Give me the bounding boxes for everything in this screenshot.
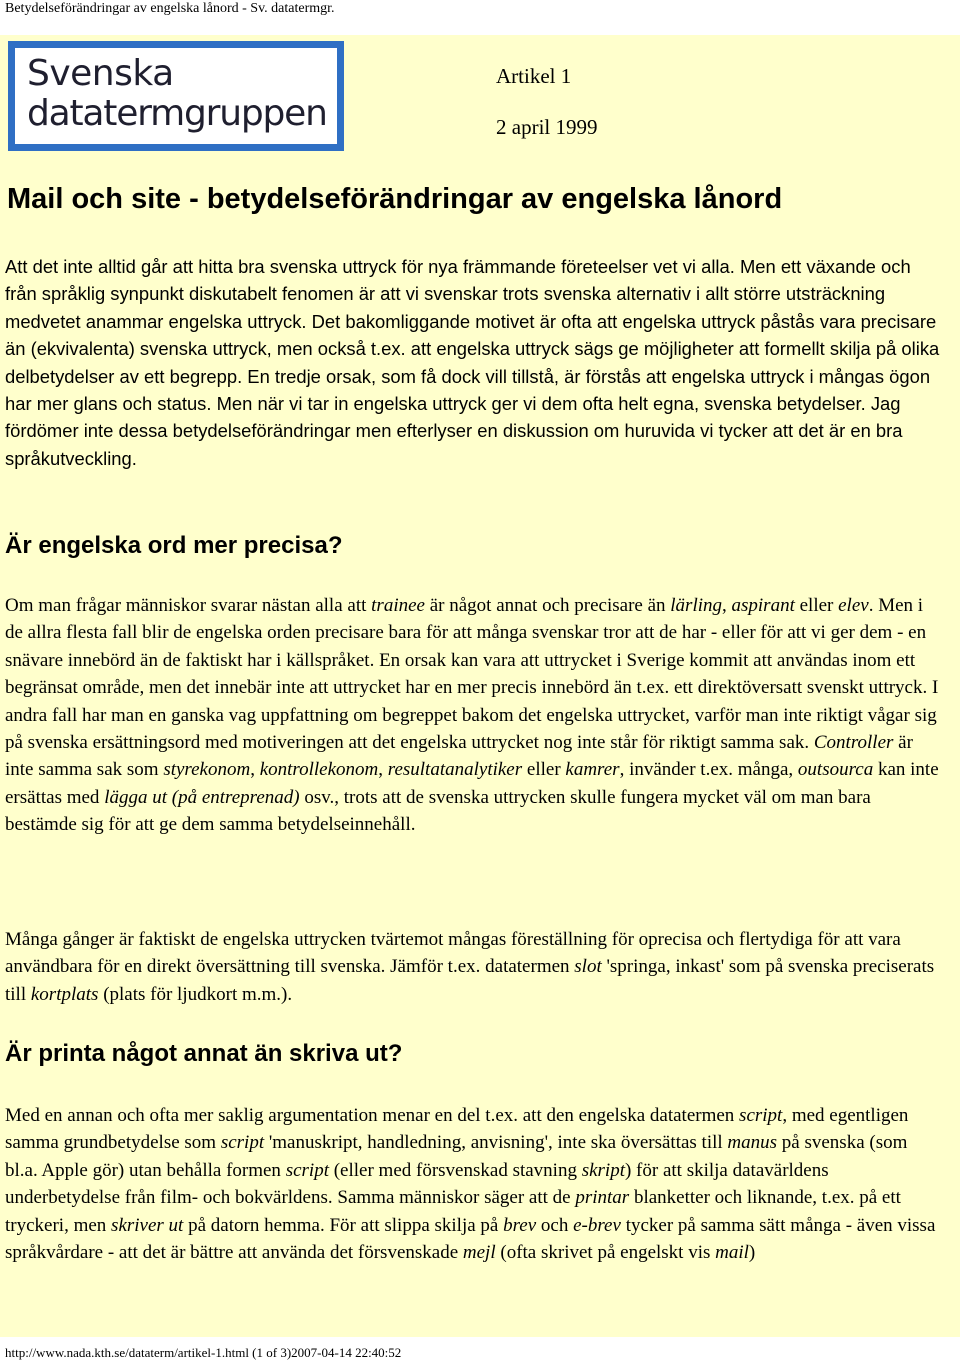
- italic-term: e-brev: [573, 1214, 621, 1236]
- text-run: (ofta skrivet på engelskt vis: [495, 1242, 716, 1264]
- italic-term: script: [739, 1105, 783, 1126]
- italic-term: lärling: [670, 595, 722, 616]
- text-run: tycker på samma sätt många - även vissa språkvårdare - att det är bättre att använda det försvenskade: [5, 1214, 936, 1264]
- italic-term: aspirant: [731, 595, 795, 616]
- text-run: ,: [378, 759, 388, 781]
- text-run: 'manuskript, handledning, anvisning', inte ska översättas till: [264, 1132, 728, 1154]
- section-heading-precise: Är engelska ord mer precisa?: [5, 532, 343, 559]
- italic-term: Controller: [813, 732, 894, 754]
- italic-term: kamrer: [565, 759, 620, 781]
- page: [0, 35, 960, 1337]
- page-title: Mail och site - betydelseförändringar av engelska lånord: [7, 183, 783, 215]
- text-run: , med egentligen samma grundbetydelse som: [5, 1105, 909, 1154]
- text-run: ,: [722, 595, 732, 616]
- italic-term: outsourca: [797, 759, 874, 781]
- text-run: ): [748, 1242, 756, 1264]
- text-run: osv., trots att de svenska uttrycken skulle fungera mycket väl om man bara bestämde sig för att ge dem samma betydelseinnehåll.: [5, 786, 871, 836]
- text-run: , invänder t.ex. många,: [619, 759, 798, 781]
- section1-paragraph-1: [5, 592, 940, 839]
- text-run: på datorn hemma. För att slippa skilja på: [183, 1214, 504, 1236]
- text-run: är inte samma sak som: [5, 732, 913, 781]
- text-run: ) för att skilja datavärldens underbetydelse från film- och bokvärldens. Samma människor säger att de: [5, 1159, 829, 1209]
- italic-term: mejl: [462, 1242, 496, 1264]
- italic-term: mail: [715, 1242, 749, 1264]
- text-run: blanketter och liknande, t.ex. på ett tryckeri, men: [5, 1187, 901, 1236]
- text-run: eller: [794, 595, 839, 616]
- logo: [8, 41, 344, 151]
- text-run: eller: [522, 759, 566, 781]
- logo-line1: Svenska: [27, 53, 174, 94]
- italic-term: skript: [581, 1159, 625, 1181]
- text-run: ,: [250, 759, 260, 781]
- text-run: Med en annan och ofta mer saklig argumentation menar en del t.ex. att den engelska datatermen: [5, 1105, 740, 1126]
- italic-term: kortplats: [30, 983, 99, 1005]
- article-date: 2 april 1999: [496, 115, 598, 139]
- text-run: kan inte ersättas med: [5, 759, 939, 808]
- section1-paragraph-2: [5, 926, 940, 1008]
- italic-term: manus: [727, 1132, 778, 1154]
- italic-term: brev: [503, 1214, 537, 1236]
- italic-term: skriver ut: [111, 1214, 184, 1236]
- text-run: och: [536, 1214, 574, 1236]
- logo-line2: datatermgruppen: [27, 93, 327, 134]
- text-run: (eller med försvenskad stavning: [328, 1159, 582, 1181]
- section2-paragraph-1: [5, 1102, 940, 1266]
- text-run: Om man frågar människor svarar nästan alla att: [5, 595, 372, 616]
- italic-term: lägga ut (på entreprenad): [104, 786, 300, 808]
- italic-term: script: [220, 1132, 265, 1154]
- italic-term: slot: [574, 956, 602, 978]
- text-run: Många gånger är faktiskt de engelska uttrycken tvärtemot mångas föreställning för oprecisa och flertydiga för att vara användbara för en direkt översättning till svenska. Jämför t.ex. datatermen: [5, 929, 901, 978]
- text-run: på svenska (som bl.a. Apple gör) utan behålla formen: [5, 1132, 908, 1181]
- logo-inner: [15, 48, 337, 144]
- italic-term: elev: [838, 595, 869, 616]
- article-number: Artikel 1: [496, 64, 572, 88]
- italic-term: trainee: [371, 595, 425, 616]
- italic-term: resultatanalytiker: [387, 759, 523, 781]
- text-run: (plats för ljudkort m.m.).: [98, 983, 293, 1005]
- text-run: 'springa, inkast' som på svenska preciserats till: [5, 956, 935, 1005]
- print-footer: http://www.nada.kth.se/dataterm/artikel-1.html (1 of 3)2007-04-14 22:40:52: [5, 1345, 402, 1360]
- italic-term: styrekonom: [163, 759, 251, 781]
- italic-term: printar: [575, 1187, 630, 1209]
- italic-term: script: [285, 1159, 329, 1181]
- text-run: är något annat och precisare än: [424, 595, 671, 616]
- text-run: . Men i de allra flesta fall blir de engelska orden precisare bara för att många svenskar tror att de har - eller för att vi ger dem - en snävare innebörd än de faktiskt har i källspråket. En orsak kan vara att uttrycket i Sverige kommit att användas inom ett begränsat område, men det innebär inte att uttrycket har en mer precis innebörd än t.ex. ett direktöversatt svenskt uttryck. I andra fall har man en ganska vag uppfattning om begreppet bakom det engelska uttrycket, varför man inte riktigt vågar sig på svenska ersättningsord med motiveringen att det engelska uttrycket nog inte står för riktigt samma sak.: [5, 595, 939, 754]
- italic-term: kontrollekonom: [259, 759, 379, 781]
- section-heading-printa: Är printa något annat än skriva ut?: [5, 1040, 403, 1067]
- print-header: Betydelseförändringar av engelska lånord - Sv. datatermgr.: [5, 1, 335, 16]
- intro-paragraph: Att det inte alltid går att hitta bra svenska uttryck för nya främmande företeelser vet vi alla. Men ett växande och från språklig synpunkt diskutabelt fenomen är att vi svenskar trots svenska alternativ i allt större utsträckning medvetet anammar engelska uttryck. Det bakomliggande motivet är ofta att engelska uttryck påstås vara precisare än (ekvivalenta) svenska uttryck, men också t.ex. att engelska uttryck sägs ge möjligheter att formellt skilja på olika delbetydelser av ett begrepp. En tredje orsak, som få dock vill tillstå, är förstås att engelska uttryck i mångas ögon har mer glans och status. Men när vi tar in engelska uttryck ger vi dem ofta helt egna, svenska betydelser. Jag fördömer inte dessa betydelseförändringar men efterlyser en diskussion om huruvida vi tycker att det är en bra språkutveckling.: [5, 256, 940, 469]
